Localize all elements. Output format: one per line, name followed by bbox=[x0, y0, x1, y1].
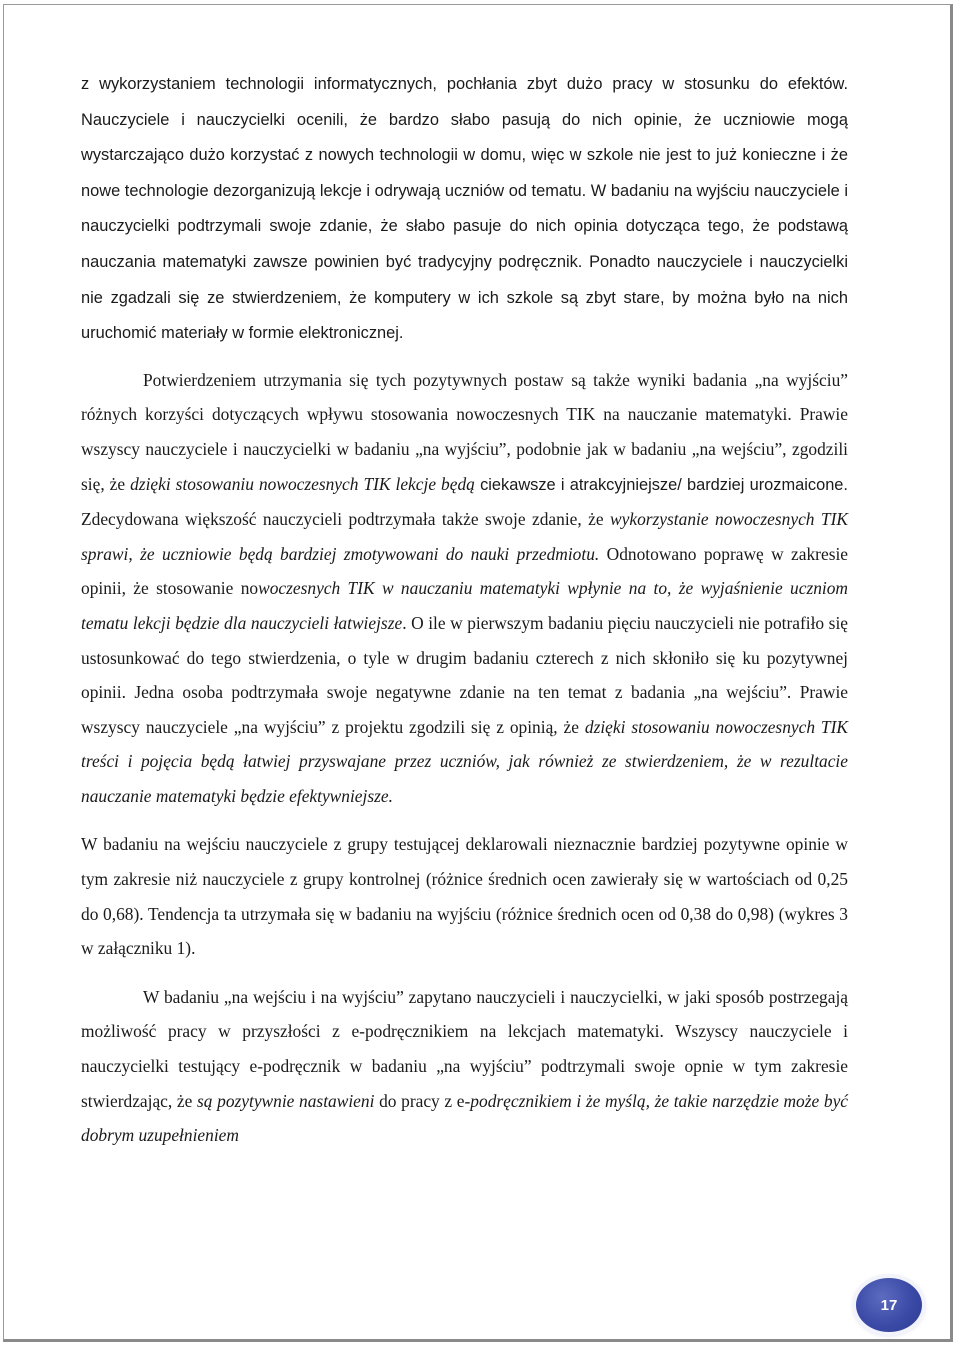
paragraph-3: W badaniu na wejściu nauczyciele z grupy testującej deklarowali nieznacznie bardziej pozytywne opinie w tym zakresie niż nauczyciele z grupy kontrolnej (różnice średnich ocen zawierały się w wartościach od 0,25 do 0,68). Tendencja ta utrzymała się w badaniu na wyjściu (różnice średnich ocen od 0,38 do 0,98) (wykres 3 w załączniku 1). bbox=[81, 834, 848, 959]
paragraph-2-italic-2: wykorzystanie nowoczesnych TIK sprawi, że uczniowie będą bardziej zmotywowani do nauki przedmiotu. bbox=[81, 509, 848, 564]
page-number-badge bbox=[856, 1278, 922, 1332]
paragraph-1-part-a: z wykorzystaniem technologii informatycznych, pochłania zbyt dużo pracy w stosunku do efektów. Nauczyciele i nauczycielki ocenili, że bardzo słabo pasują do nich opinie, że uczniowie mogą wystarczająco dużo korzystać z nowych technologii w domu, więc w szkole nie jest to już konieczne i że nowe technologie dezorganizują lekcje i odrywają uczniów od tematu. bbox=[81, 75, 848, 200]
paragraph-2-text-5: . O ile w pierwszym badaniu pięciu nauczycieli nie potrafiło się ustosunkować do tego stwierdzenia, o tyle w drugim badaniu czterech z nich skłoniło się ku pozytywnej opinii. Jedna osoba podtrzymała swoje negatywne zdanie na ten temat z badania „na wejściu”. Prawie wszyscy nauczyciele „na wyjściu” z projektu zgodzili się z opinią, że bbox=[81, 612, 848, 737]
paragraph-4 bbox=[81, 980, 848, 1153]
paragraph-2-text-1: Potwierdzeniem utrzymania się tych pozytywnych postaw są także wyniki badania „na wyjściu” różnych korzyści dotyczących wpływu stosowania nowoczesnych TIK na nauczanie matematyki. Prawie wszyscy nauczyciele i nauczycielki w badaniu „na wyjściu”, podobnie jak w badaniu „na wejściu”, zgodzili się, że bbox=[81, 369, 848, 494]
paragraph-2-italic-3: woczesnych TIK w nauczaniu matematyki wpłynie na to, że wyjaśnienie uczniom tematu lekcji będzie dla nauczycieli łatwiejsze bbox=[81, 578, 848, 633]
paragraph-4-italic-1: są pozytywnie nastawieni bbox=[197, 1090, 375, 1111]
paragraph-2-italic-4: dzięki stosowaniu nowoczesnych TIK treści i pojęcia będą łatwiej przyswajane przez uczniów, jak również ze stwierdzeniem, że w rezultacie nauczanie matematyki będzie efektywniejsze. bbox=[81, 716, 848, 806]
paragraph-1-part-b: W badaniu na wyjściu nauczyciele i nauczycielki podtrzymali swoje zdanie, że słabo pasuje do nich opinia dotycząca tego, że podstawą nauczania matematyki zawsze powinien być tradycyjny podręcznik. Ponadto nauczyciele i nauczycielki nie zgadzali się ze stwierdzeniem, że komputery w ich szkole są zbyt stare, by można było na nich uruchomić materiały w formie elektronicznej. bbox=[81, 181, 848, 343]
page-number: 17 bbox=[880, 1296, 898, 1314]
paragraph-2 bbox=[81, 363, 848, 814]
paragraph-2-text-3: Zdecydowana większość nauczycieli podtrzymała także swoje zdanie, że bbox=[81, 509, 611, 530]
paragraph-4-text-2: do pracy z e- bbox=[374, 1090, 471, 1111]
paragraph-2-text-4: Odnotowano poprawę w zakresie opinii, że stosowanie no bbox=[81, 543, 849, 599]
paragraph-4-text-1: W badaniu „na wejściu i na wyjściu” zapytano nauczycieli i nauczycielki, w jaki sposób postrzegają możliwość pracy w przyszłości z e-podręcznikiem na lekcjach matematyki. Wszyscy nauczyciele i nauczycielki testujący e-podręcznik w badaniu „na wyjściu” podtrzymali swoje opnie w tym zakresie stwierdzając, że bbox=[81, 986, 848, 1111]
paragraph-2-italic-1: dzięki stosowaniu nowoczesnych TIK lekcje będą bbox=[130, 473, 475, 494]
paragraph-1 bbox=[81, 66, 848, 351]
paragraph-2-text-2: ciekawsze i atrakcyjniejsze/ bardziej urozmaicone. bbox=[474, 475, 848, 494]
document-body bbox=[81, 66, 848, 1153]
paragraph-4-italic-2: podręcznikiem i że myślą, że takie narzędzie może być dobrym uzupełnieniem bbox=[81, 1090, 849, 1146]
